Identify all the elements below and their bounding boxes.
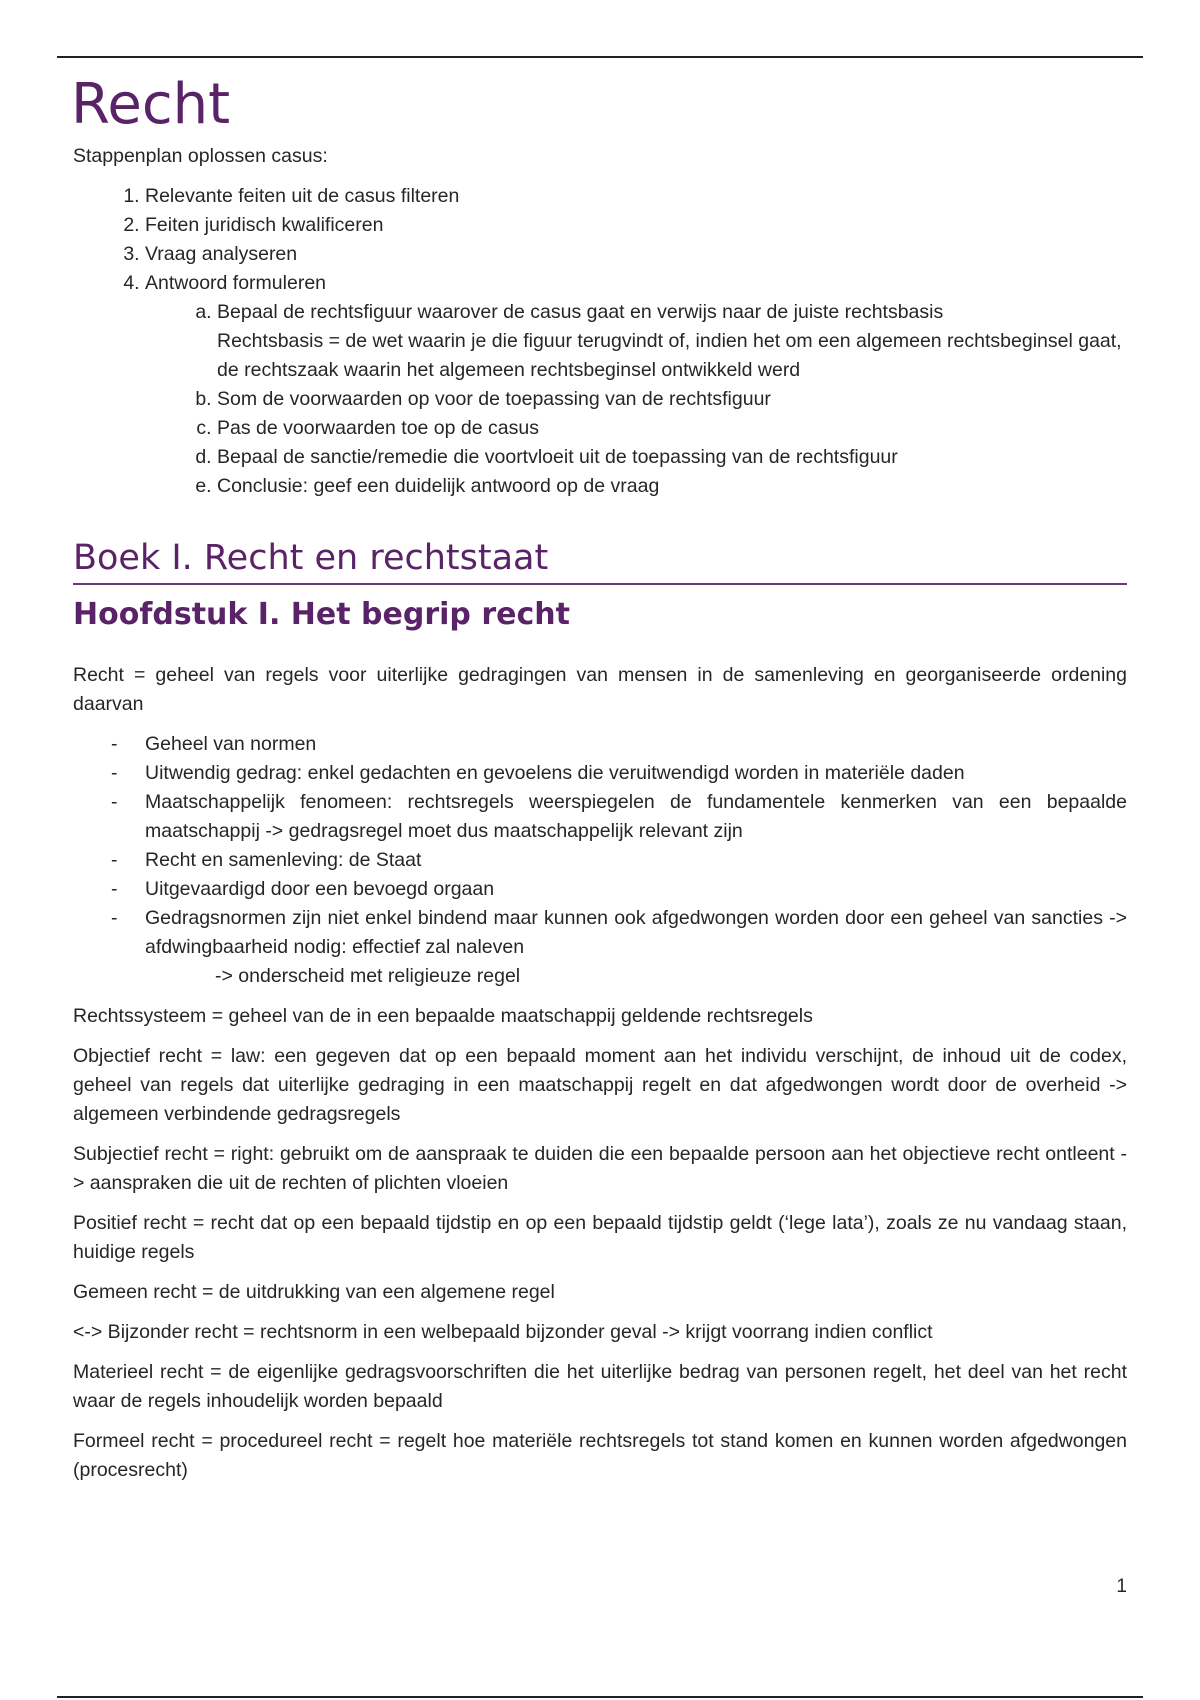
hoofdstuk-heading: Hoofdstuk I. Het begrip recht (73, 597, 570, 632)
paragraph-gemeen-recht: Gemeen recht = de uitdrukking van een algemene regel (73, 1281, 555, 1303)
steps-list (73, 182, 1127, 501)
substep-a-note: Rechtsbasis = de wet waarin je die figuur terugvindt of, indien het om een algemeen rechtsbeginsel gaat, de rechtszaak waarin het algemeen rechtsbeginsel ontwikkeld werd (217, 330, 1122, 381)
step-item: 2. Feiten juridisch kwalificeren (145, 211, 1127, 240)
step-item: 3. Vraag analyseren (145, 240, 1127, 269)
bottom-rule (57, 1696, 1143, 1698)
definition-paragraph: Recht = geheel van regels voor uiterlijke gedragingen van mensen in de samenleving en georganiseerde ordening daarvan (73, 664, 1127, 715)
substep-item: d. Bepaal de sanctie/remedie die voortvloeit uit de toepassing van de rechtsfiguur (217, 443, 1127, 472)
boek-heading: Boek I. Recht en rechtstaat (73, 535, 1127, 585)
paragraph-positief-recht: Positief recht = recht dat op een bepaald tijdstip en op een bepaald tijdstip geldt (‘lege lata’), zoals ze nu vandaag staan, huidige regels (73, 1212, 1127, 1263)
paragraph-objectief-recht: Objectief recht = law: een gegeven dat op een bepaald moment aan het individu verschijnt, de inhoud uit de codex, geheel van regels dat uiterlijke gedraging in een maatschappij regelt en dat afgedwongen wordt door de overheid -> algemeen verbindende gedragsregels (73, 1045, 1127, 1125)
paragraph-subjectief-recht: Subjectief recht = right: gebruikt om de aanspraak te duiden die een bepaalde persoon aan het objectieve recht ontleent -> aanspraken die uit de rechten of plichten vloeien (73, 1143, 1127, 1194)
paragraph-formeel-recht: Formeel recht = procedureel recht = regelt hoe materiële rechtsregels tot stand komen en kunnen worden afgedwongen (procesrecht) (73, 1430, 1127, 1481)
bullet-item: - Uitgevaardigd door een bevoegd orgaan (145, 875, 1127, 904)
page-number: 1 (1116, 1576, 1127, 1597)
substep-a: Bepaal de rechtsfiguur waarover de casus gaat en verwijs naar de juiste rechtsbasis (217, 301, 944, 323)
bullet-item: - Maatschappelijk fenomeen: rechtsregels weerspiegelen de fundamentele kenmerken van een bepaalde maatschappij -> gedragsregel moet dus maatschappelijk relevant zijn (145, 788, 1127, 846)
paragraph-materieel-recht: Materieel recht = de eigenlijke gedragsvoorschriften die het uiterlijke bedrag van personen regelt, het deel van het recht waar de regels inhoudelijk worden bepaald (73, 1361, 1127, 1412)
substep-item: b. Som de voorwaarden op voor de toepassing van de rechtsfiguur (217, 385, 1127, 414)
bullet-list (73, 730, 1127, 991)
step-item (145, 269, 1127, 501)
intro-text: Stappenplan oplossen casus: (73, 145, 328, 167)
bullet-item: - Geheel van normen (145, 730, 1127, 759)
top-rule (57, 56, 1143, 58)
step-item: 1. Relevante feiten uit de casus filteren (145, 182, 1127, 211)
substep-item: e. Conclusie: geef een duidelijk antwoord op de vraag (217, 472, 1127, 501)
paragraph-bijzonder-recht: <-> Bijzonder recht = rechtsnorm in een welbepaald bijzonder geval -> krijgt voorrang indien conflict (73, 1321, 933, 1343)
bullet-text: Gedragsnormen zijn niet enkel bindend maar kunnen ook afgedwongen worden door een geheel van sancties -> afdwingbaarheid nodig: effectief zal naleven (145, 907, 1127, 958)
bullet-item: - Recht en samenleving: de Staat (145, 846, 1127, 875)
substeps-list (145, 298, 1127, 501)
step-label: Antwoord formuleren (145, 272, 327, 294)
bullet-item (145, 904, 1127, 991)
bullet-arrow-note: -> onderscheid met religieuze regel (215, 965, 521, 987)
bullet-item: - Uitwendig gedrag: enkel gedachten en gevoelens die veruitwendigd worden in materiële daden (145, 759, 1127, 788)
document-body (73, 70, 1127, 1496)
paragraph-rechtssysteem: Rechtssysteem = geheel van de in een bepaalde maatschappij geldende rechtsregels (73, 1005, 813, 1027)
substep-item (217, 298, 1127, 385)
document-title: Recht (71, 72, 231, 137)
substep-item: c. Pas de voorwaarden toe op de casus (217, 414, 1127, 443)
